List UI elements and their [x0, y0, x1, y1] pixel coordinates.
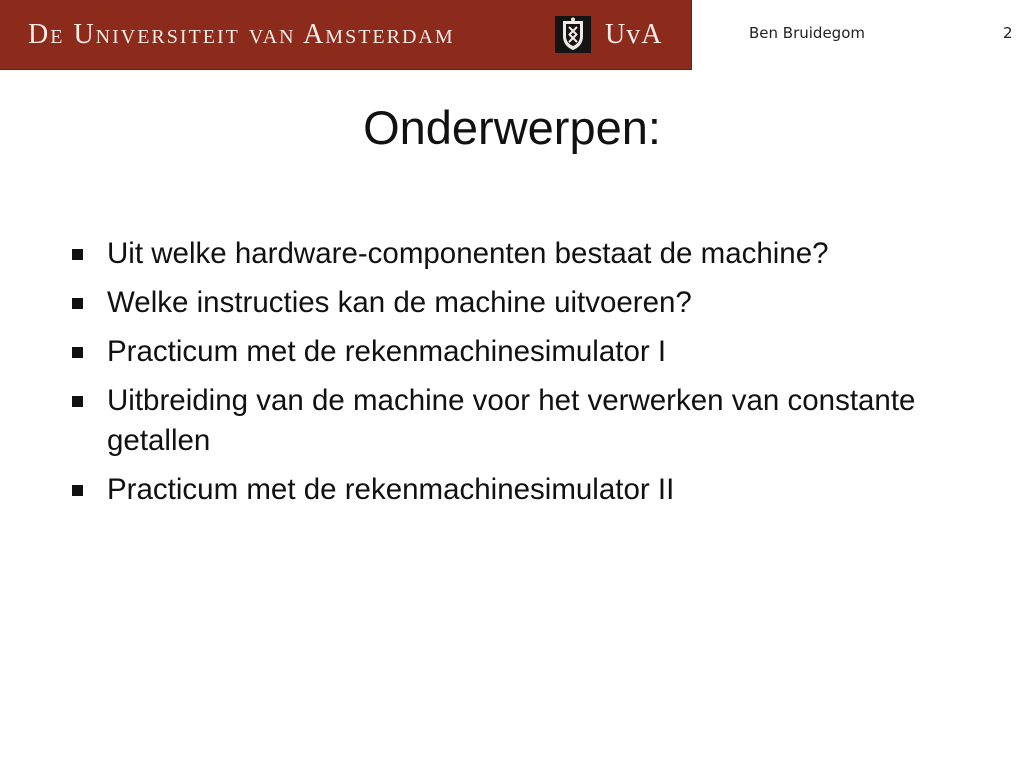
square-bullet-icon: [72, 396, 83, 407]
topic-list: [68, 234, 968, 519]
topic-item: [68, 234, 968, 274]
university-seal-icon: [555, 16, 591, 53]
institution-name: De Universiteit van Amsterdam: [28, 19, 455, 50]
topic-text: Welke instructies kan de machine uitvoeren?: [107, 286, 692, 319]
square-bullet-icon: [72, 249, 83, 260]
square-bullet-icon: [72, 485, 83, 496]
topic-item: [68, 381, 968, 461]
topic-text: Practicum met de rekenmachinesimulator II: [107, 473, 675, 506]
page-number: 2: [1003, 24, 1013, 42]
square-bullet-icon: [72, 298, 83, 309]
slide-title: Onderwerpen:: [363, 101, 661, 154]
topic-item: [68, 470, 968, 510]
topic-text: Uitbreiding van de machine voor het verwerken van constante getallen: [107, 384, 916, 457]
topic-item: [68, 332, 968, 372]
topic-text: Practicum met de rekenmachinesimulator I: [107, 335, 667, 368]
topic-text: Uit welke hardware-componenten bestaat de machine?: [107, 237, 829, 270]
university-banner: [0, 0, 692, 70]
square-bullet-icon: [72, 347, 83, 358]
institution-abbreviation: UvA: [605, 19, 663, 50]
author-name: Ben Bruidegom: [749, 24, 865, 42]
topic-item: [68, 283, 968, 323]
